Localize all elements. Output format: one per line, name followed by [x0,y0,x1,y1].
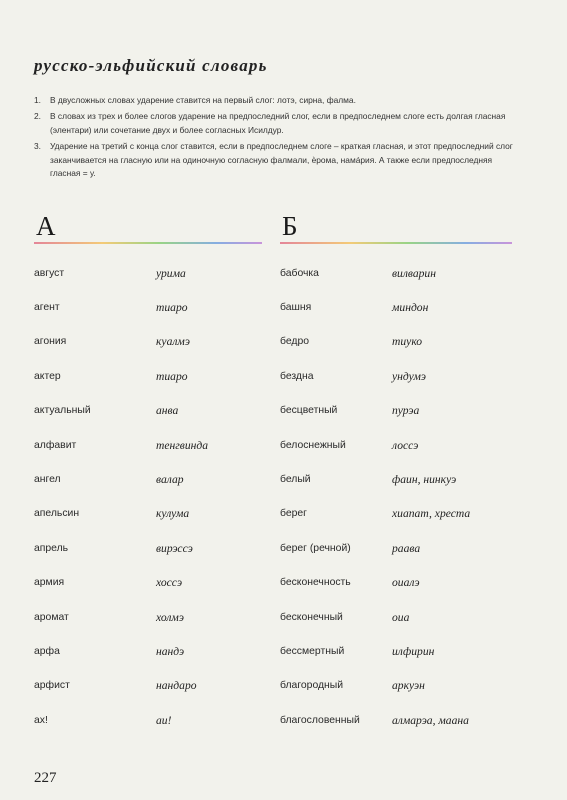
list-item [34,359,262,393]
elvish-word: вирэссэ [156,541,193,555]
rule-item [34,94,524,107]
elvish-word: хиапат, хреста [392,507,471,521]
elvish-word: валар [156,473,184,487]
elvish-word: нандаро [156,679,197,693]
russian-word: берег [280,508,307,520]
russian-word: белый [280,474,311,486]
russian-word: арфа [34,645,60,657]
russian-word: актер [34,370,61,382]
russian-word: бездна [280,370,314,382]
elvish-word: куалмэ [156,335,190,349]
elvish-word: аркуэн [392,679,425,693]
list-item [34,325,262,359]
list-item [34,703,262,737]
elvish-word: тенгвинда [156,438,209,452]
list-item [280,256,512,290]
list-item [280,600,512,634]
list-item [34,290,262,324]
russian-word: арфист [34,680,70,692]
russian-word: благородный [280,680,344,692]
list-item [280,566,512,600]
entry-list [34,256,262,737]
russian-word: бабочка [280,267,319,279]
russian-word: бесцветный [280,405,338,417]
russian-word: берег (речной) [280,542,351,554]
rule-number: 1. [34,95,41,105]
list-item [280,531,512,565]
list-item [34,394,262,428]
list-item [280,359,512,393]
list-item [280,428,512,462]
list-item [280,497,512,531]
list-item [34,566,262,600]
section-letter: Б [282,211,298,241]
elvish-word: холмэ [156,610,184,624]
stress-rules [34,94,524,183]
list-item [34,669,262,703]
list-item [280,703,512,737]
elvish-word: миндон [392,301,429,315]
elvish-word: урима [156,266,186,280]
rule-text: Ударение на третий с конца слог ставится, если в предпоследнем слоге – краткая гласная, и этот предпоследний слог заканчивается на гласную или на одиночную согласную фалмали, ѐрома, намáрия. А также если предпоследняя гласная = у. [50,141,513,179]
russian-word: бесконечность [280,577,351,589]
russian-word: бедро [280,336,310,348]
russian-word: август [34,267,65,279]
rule-item [34,110,524,137]
elvish-word: вилварин [392,266,436,280]
list-item [34,462,262,496]
russian-word: аромат [34,611,69,623]
elvish-word: раава [392,541,421,555]
column-a [34,212,262,737]
section-divider [280,242,512,244]
list-item [34,634,262,668]
russian-word: актуальный [34,405,91,417]
elvish-word: оиалэ [392,576,420,590]
list-item [280,669,512,703]
russian-word: ах! [34,714,48,726]
elvish-word: ундумэ [392,369,426,383]
entry-list [280,256,512,737]
elvish-word: тиаро [156,301,188,315]
elvish-word: нандэ [156,644,185,658]
russian-word: ангел [34,474,61,486]
elvish-word: тиаро [156,369,188,383]
elvish-word: оиа [392,610,410,624]
list-item [280,634,512,668]
list-item [280,325,512,359]
russian-word: башня [280,302,312,314]
list-item [280,290,512,324]
elvish-word: анва [156,404,179,418]
elvish-word: пурэа [392,404,420,418]
elvish-word: аи! [156,713,172,727]
russian-word: благословенный [280,714,360,726]
list-item [34,497,262,531]
list-item [34,600,262,634]
russian-word: апельсин [34,508,80,520]
russian-word: агония [34,336,67,348]
rule-number: 2. [34,111,41,122]
page-title: русско-эльфийский словарь [34,56,268,75]
column-b [280,212,512,737]
list-item [280,394,512,428]
russian-word: белоснежный [280,439,346,451]
elvish-word: илфирин [392,644,435,658]
russian-word: агент [34,302,60,314]
russian-word: бессмертный [280,645,345,657]
list-item [34,428,262,462]
rule-text: В двусложных словах ударение ставится на первый слог: лотэ, сирна, фалма. [50,95,356,105]
page-number: 227 [34,770,57,786]
rule-item [34,140,524,180]
elvish-word: фаин, нинкуэ [392,473,457,487]
russian-word: бесконечный [280,611,343,623]
list-item [280,462,512,496]
russian-word: алфавит [34,439,77,451]
elvish-word: алмарэа, маана [392,713,469,727]
elvish-word: лоссэ [392,438,419,452]
russian-word: армия [34,577,65,589]
rule-text: В словах из трех и более слогов ударение на предпоследний слог, если в предпоследнем слоге есть долгая гласная (элентари) или сочетание двух и более согласных Исилдур. [50,111,506,135]
list-item [34,256,262,290]
list-item [34,531,262,565]
elvish-word: хоссэ [156,576,183,590]
rule-number: 3. [34,141,41,152]
elvish-word: кулума [156,507,190,521]
russian-word: апрель [34,542,69,554]
section-letter: А [36,211,56,241]
section-divider [34,242,262,244]
elvish-word: тиуко [392,335,423,349]
